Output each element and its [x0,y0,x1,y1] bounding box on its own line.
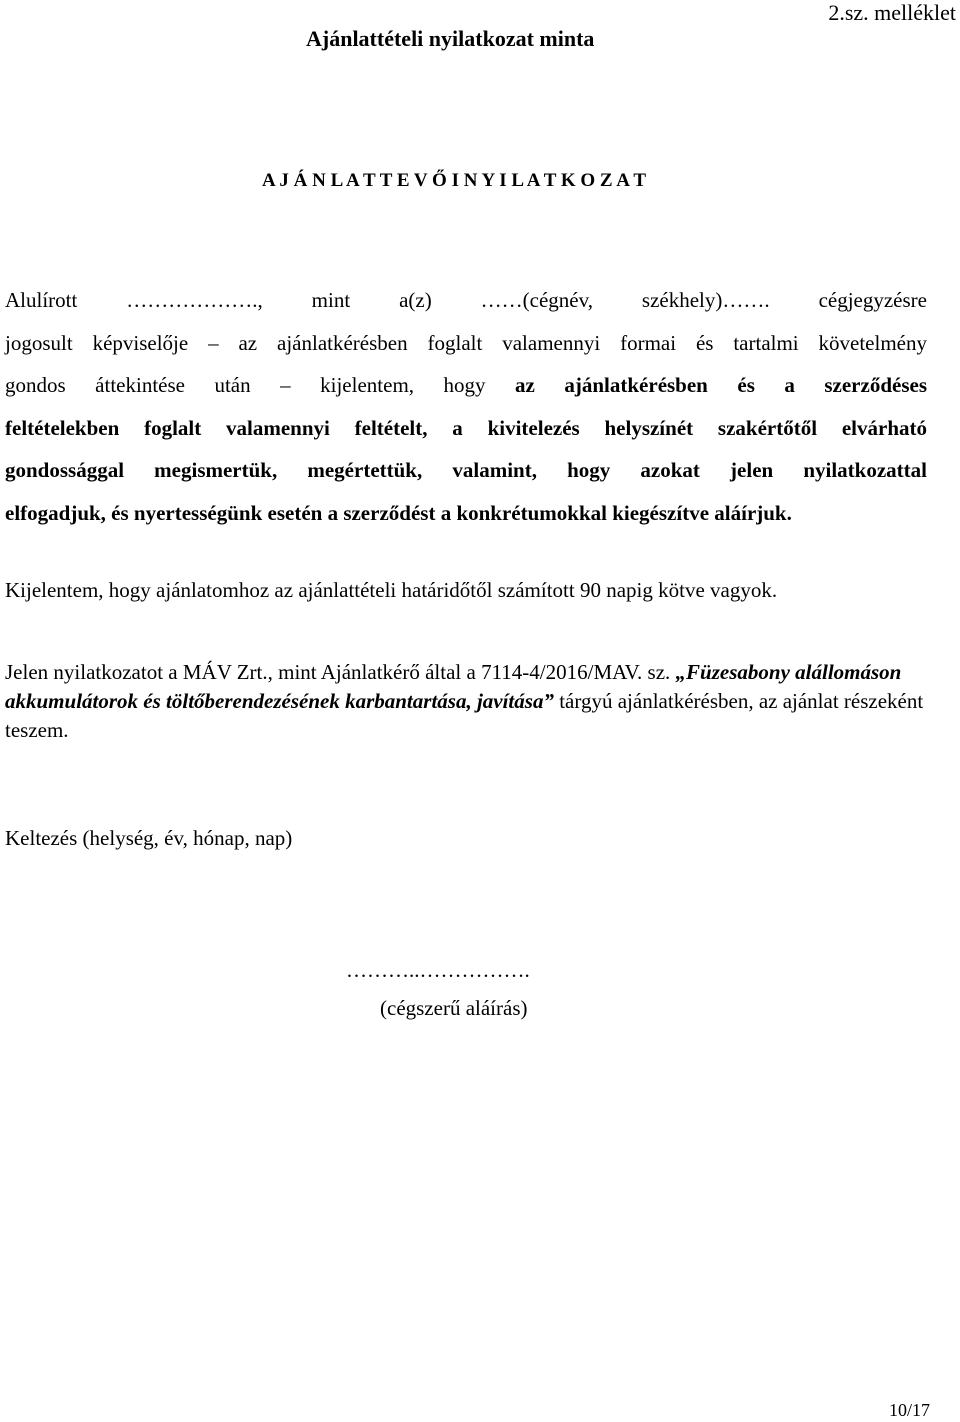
annex-label: 2.sz. melléklet [828,0,956,25]
declaration-line-6: elfogadjuk, és nyertességünk esetén a szerződést a konkrétumokkal kiegészítve aláírjuk. [5,500,792,525]
declaration-line-4: feltételekben foglalt valamennyi feltételt, a kivitelezés helyszínét szakértőtől elvárható [5,415,927,440]
declaration-line-3-normal: gondos áttekintése után – kijelentem, hogy [5,373,516,397]
declaration-line-5: gondossággal megismertük, megértettük, valamint, hogy azokat jelen nyilatkozattal [5,458,927,482]
procurement-subject: „Füzesabony alállomáson akkumulátorok és töltőberendezésének karbantartása, javítása” [5,660,902,713]
signature-line: ………..……………. [346,958,530,982]
submission-text-part2: tárgyú ajánlatkérésben, az ajánlat részeként teszem. [5,689,924,742]
date-line: Keltezés (helység, év, hónap, nap) [5,826,293,850]
page-number: 10/17 [888,1400,930,1420]
declaration-line-3 [5,364,927,407]
declaration-line-1: Alulírott ………………., mint a(z) ……(cégnév, székhely)……. cégjegyzésre [5,288,927,312]
submission-text-part1: Jelen nyilatkozatot a MÁV Zrt., mint Ajánlatkérő által a 7114-4/2016/MAV. sz. [5,660,676,684]
signature-label: (cégszerű aláírás) [380,996,528,1020]
submission-paragraph [5,658,935,745]
declaration-line-3-bold: az ajánlatkérésben és a szerződéses [515,373,927,397]
declaration-paragraph [5,279,927,534]
declaration-line-2: jogosult képviselője – az ajánlatkérésben foglalt valamennyi formai és tartalmi követelmény [5,330,927,355]
statement-heading: A J Á N L A T T E V Ő I N Y I L A T K O Z A T [262,170,647,191]
document-title: Ajánlattételi nyilatkozat minta [306,26,595,51]
binding-period-paragraph: Kijelentem, hogy ajánlatomhoz az ajánlattételi határidőtől számított 90 napig kötve vagyok. [5,578,778,602]
